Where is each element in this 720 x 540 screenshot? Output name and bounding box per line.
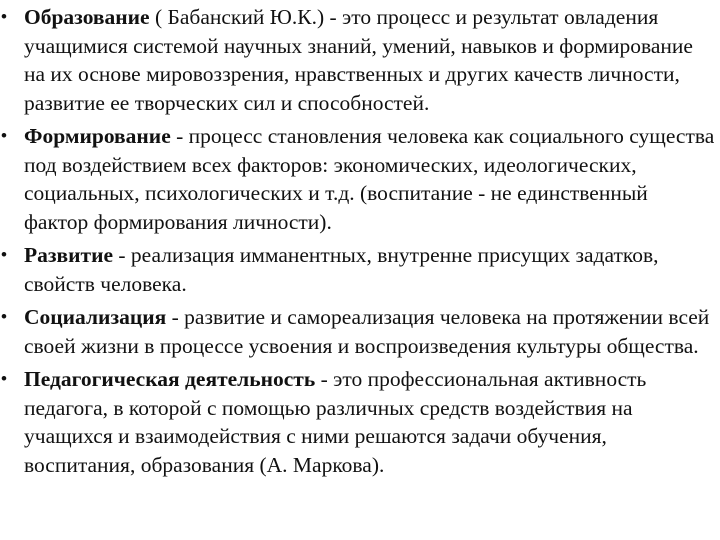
definition-term: Образование (24, 5, 150, 29)
definition-obrazovanie (0, 3, 720, 117)
bullet-icon: • (1, 7, 7, 26)
bullet-icon: • (1, 369, 7, 388)
definition-formirovanie (0, 122, 720, 236)
definition-term: Развитие (24, 243, 114, 267)
definition-text: - процесс становления человека как социального существа под воздействием всех факторов: экономических, идеологических, социальных, психологических и т.д. (воспитание - не единственный фактор формирования личности). (24, 124, 715, 234)
definition-socializaciya (0, 303, 720, 360)
definition-pedagogicheskaya-deyatelnost (0, 365, 720, 479)
definition-text: - развитие и самореализация человека на протяжении всей своей жизни в процессе усвоения и воспроизведения культуры общества. (24, 305, 710, 358)
bullet-icon: • (1, 245, 7, 264)
definition-term: Социализация (24, 305, 167, 329)
definition-term: Формирование (24, 124, 171, 148)
definition-term: Педагогическая деятельность (24, 367, 316, 391)
definition-text: ( Бабанский Ю.К.) - это процесс и результат овладения учащимися системой научных знаний, умений, навыков и формирование на их основе мировоззрения, нравственных и других качеств личности, развитие ее творческих сил и способностей. (24, 5, 693, 115)
definition-razvitie (0, 241, 720, 298)
bullet-icon: • (1, 307, 7, 326)
definition-text: - реализация имманентных, внутренне присущих задатков, свойств человека. (24, 243, 659, 296)
bullet-icon: • (1, 126, 7, 145)
definition-text: - это профессиональная активность педагога, в которой с помощью различных средств воздействия на учащихся и взаимодействия с ними решаются задачи обучения, воспитания, образования (А. Маркова). (24, 367, 647, 477)
definitions-list (0, 3, 720, 484)
